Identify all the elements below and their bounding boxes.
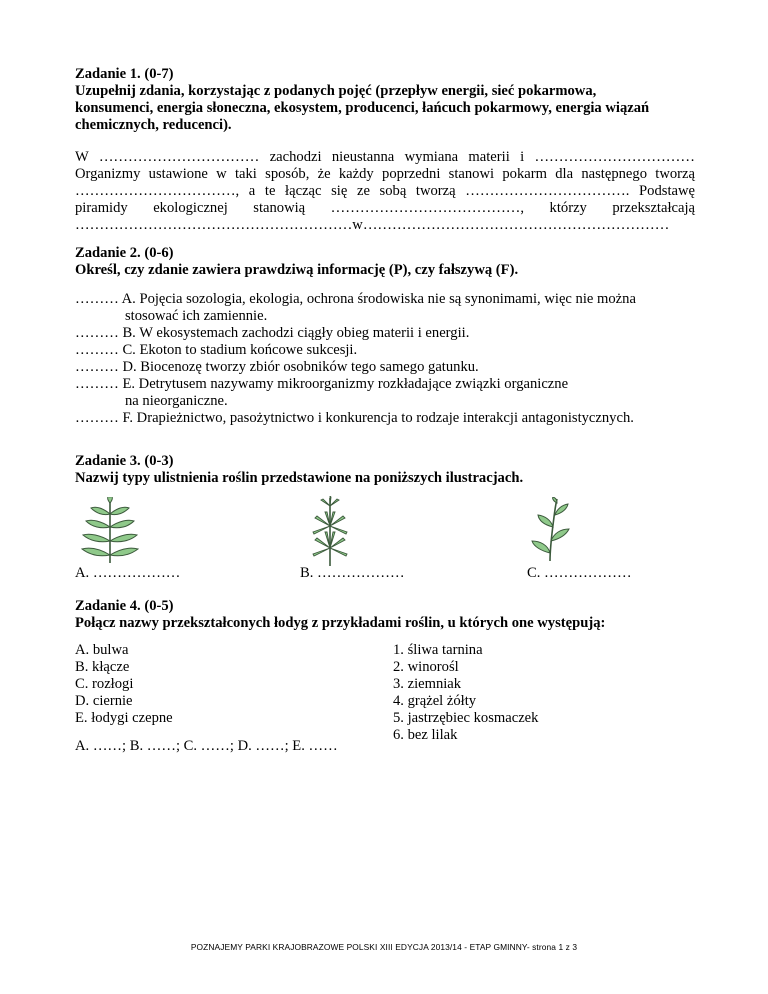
answer-blank[interactable]: ………: [75, 342, 119, 358]
plant-example-item: 4. grążel żółty: [393, 693, 477, 709]
statement-text: A. Pojęcia sozologia, ekologia, ochrona środowiska nie są synonimami, więc nie można: [121, 291, 636, 307]
answer-blank[interactable]: ………: [75, 376, 119, 392]
statement-continuation: stosować ich zamiennie.: [125, 308, 268, 324]
statement-item: [75, 410, 695, 427]
task-1-text-line: …………………………………………………w………………………………………………………: [75, 217, 670, 233]
stem-type-item: D. ciernie: [75, 693, 133, 709]
statement-item: [75, 342, 695, 359]
plant-example-item: 2. winorośl: [393, 659, 459, 675]
statement-continuation: na nieorganiczne.: [125, 393, 228, 409]
answer-blank[interactable]: ………: [75, 325, 119, 341]
task-3-instruction: Nazwij typy ulistnienia roślin przedstawione na poniższych ilustracjach.: [75, 470, 524, 486]
task-1-text-line: Organizmy ustawione w taki sposób, że każdy poprzedni stanowi pokarm dla następnego tworzą: [75, 166, 695, 182]
task-1-text-line: ……………………………, a te łącząc się ze sobą tworzą ……………………………. Podstawę: [75, 183, 695, 199]
task-2-instruction: Określ, czy zdanie zawiera prawdziwą informację (P), czy fałszywą (F).: [75, 262, 519, 278]
statement-text: E. Detrytusem nazywamy mikroorganizmy rozkładające związki organiczne: [122, 376, 569, 392]
plant-example-item: 3. ziemniak: [393, 676, 462, 692]
plant-example-item: 6. bez lilak: [393, 727, 458, 743]
statement-item: [75, 376, 695, 393]
plant-illustration-c: [526, 497, 576, 561]
statement-text: D. Biocenozę tworzy zbiór osobników tego samego gatunku.: [122, 359, 479, 375]
task-1-text-line: W …………………………… zachodzi nieustanna wymiana materii i ……………………………: [75, 149, 695, 165]
task-2-title: Zadanie 2. (0-6): [75, 245, 174, 261]
task-1-title: Zadanie 1. (0-7): [75, 66, 174, 82]
statement-text: C. Ekoton to stadium końcowe sukcesji.: [122, 342, 358, 358]
task-1-instruction-line: Uzupełnij zdania, korzystając z podanych pojęć (przepływ energii, sieć pokarmowa,: [75, 83, 597, 99]
statement-text: B. W ekosystemach zachodzi ciągły obieg materii i energii.: [122, 325, 470, 341]
plant-label-b[interactable]: B. ………………: [300, 565, 405, 581]
plant-illustration-b: [303, 496, 357, 566]
matching-answer-line[interactable]: A. ……; B. ……; C. ……; D. ……; E. ……: [75, 738, 338, 754]
stem-type-item: A. bulwa: [75, 642, 129, 658]
statement-text: F. Drapieżnictwo, pasożytnictwo i konkurencja to rodzaje interakcji antagonistycznych.: [122, 410, 634, 426]
plant-label-a[interactable]: A. ………………: [75, 565, 181, 581]
task-1-instruction-line: chemicznych, reducenci).: [75, 117, 232, 133]
plant-label-c[interactable]: C. ………………: [527, 565, 632, 581]
task-3-title: Zadanie 3. (0-3): [75, 453, 174, 469]
task-4-title: Zadanie 4. (0-5): [75, 598, 174, 614]
stem-type-item: E. łodygi czepne: [75, 710, 173, 726]
stem-types-list: [75, 642, 173, 727]
task-3: [75, 453, 695, 487]
plant-example-item: 5. jastrzębiec kosmaczek: [393, 710, 539, 726]
page-footer: POZNAJEMY PARKI KRAJOBRAZOWE POLSKI XIII EDYCJA 2013/14 - ETAP GMINNY- strona 1 z 3: [190, 942, 578, 952]
statement-item: [75, 291, 695, 308]
statement-item: [75, 359, 695, 376]
task-4-instruction: Połącz nazwy przekształconych łodyg z przykładami roślin, u których one występują:: [75, 615, 606, 631]
task-1-instruction-line: konsumenci, energia słoneczna, ekosystem, producenci, łańcuch pokarmowy, energia wiązań: [75, 100, 650, 116]
statement-item: [75, 325, 695, 342]
answer-blank[interactable]: ………: [75, 291, 119, 307]
stem-type-item: B. kłącze: [75, 659, 130, 675]
plant-example-item: 1. śliwa tarnina: [393, 642, 483, 658]
task-1-text: [75, 149, 695, 234]
answer-blank[interactable]: ………: [75, 359, 119, 375]
answer-blank[interactable]: ………: [75, 410, 119, 426]
plant-examples-list: [393, 642, 538, 744]
stem-type-item: C. rozłogi: [75, 676, 134, 692]
task-2: [75, 245, 695, 279]
plant-illustration-a: [78, 497, 142, 563]
task-1: [75, 66, 695, 134]
task-2-items: [75, 291, 695, 427]
task-4: [75, 598, 695, 632]
task-1-text-line: piramidy ekologicznej stanowią …………………………………, którzy przekształcają: [75, 200, 695, 216]
